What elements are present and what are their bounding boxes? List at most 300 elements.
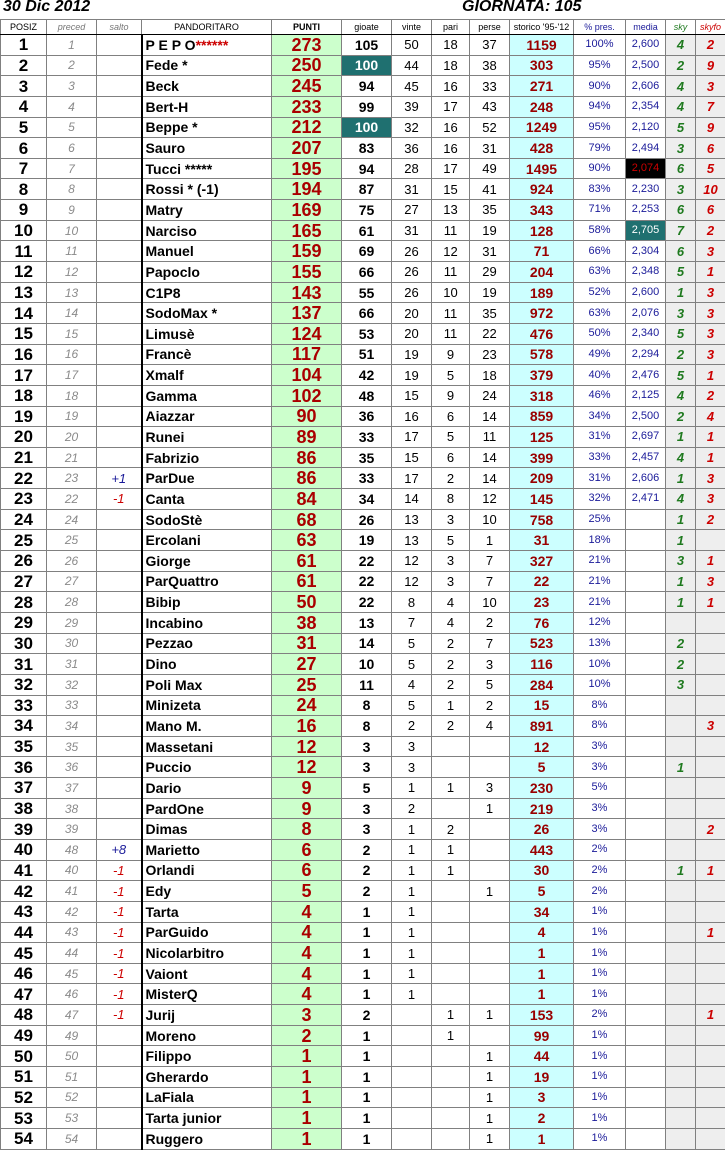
points-cell: 1 xyxy=(272,1087,342,1108)
player-name-cell xyxy=(142,1087,272,1108)
skyfo-cell: 6 xyxy=(696,138,725,159)
presence-cell: 13% xyxy=(574,633,626,654)
played-cell: 1 xyxy=(342,1128,392,1149)
draws-cell: 2 xyxy=(432,674,470,695)
average-cell xyxy=(626,1087,666,1108)
points-cell: 9 xyxy=(272,778,342,799)
presence-cell: 10% xyxy=(574,654,626,675)
skyfo-cell: 3 xyxy=(696,323,725,344)
sky-cell: 3 xyxy=(666,303,696,324)
wins-cell: 26 xyxy=(392,262,432,283)
storico-cell: 2 xyxy=(510,1108,574,1129)
points-cell: 159 xyxy=(272,241,342,262)
points-cell: 9 xyxy=(272,798,342,819)
points-cell: 27 xyxy=(272,654,342,675)
draws-cell xyxy=(432,881,470,902)
table-row xyxy=(1,1108,725,1129)
losses-cell: 10 xyxy=(470,509,510,530)
points-cell: 165 xyxy=(272,220,342,241)
storico-cell: 476 xyxy=(510,323,574,344)
player-name: Minizeta xyxy=(145,697,201,714)
presence-cell: 12% xyxy=(574,612,626,633)
skyfo-cell xyxy=(696,839,725,860)
average-cell xyxy=(626,881,666,902)
player-name-cell xyxy=(142,76,272,97)
player-name: C1P8 xyxy=(145,284,181,301)
skyfo-cell xyxy=(696,1087,725,1108)
sky-cell: 2 xyxy=(666,654,696,675)
salto-cell xyxy=(97,241,142,262)
wins-cell: 7 xyxy=(392,612,432,633)
preced-cell: 50 xyxy=(47,1046,97,1067)
sky-cell xyxy=(666,1128,696,1149)
average-cell xyxy=(626,612,666,633)
draws-cell: 3 xyxy=(432,551,470,572)
presence-cell: 2% xyxy=(574,860,626,881)
played-cell: 83 xyxy=(342,138,392,159)
points-cell: 207 xyxy=(272,138,342,159)
played-cell: 3 xyxy=(342,757,392,778)
sky-cell: 1 xyxy=(666,468,696,489)
average-cell xyxy=(626,922,666,943)
average-cell xyxy=(626,1067,666,1088)
draws-cell: 3 xyxy=(432,571,470,592)
storico-cell: 1495 xyxy=(510,158,574,179)
skyfo-cell: 2 xyxy=(696,509,725,530)
player-name: LaFiala xyxy=(145,1089,194,1106)
table-row xyxy=(1,984,725,1005)
draws-cell xyxy=(432,922,470,943)
wins-cell: 17 xyxy=(392,468,432,489)
losses-cell: 35 xyxy=(470,303,510,324)
sky-cell: 3 xyxy=(666,179,696,200)
salto-cell xyxy=(97,200,142,221)
average-cell: 2,705 xyxy=(626,220,666,241)
presence-cell: 90% xyxy=(574,76,626,97)
player-name: Incabino xyxy=(145,614,204,631)
wins-cell: 17 xyxy=(392,427,432,448)
average-cell xyxy=(626,819,666,840)
played-cell: 1 xyxy=(342,1067,392,1088)
preced-cell: 51 xyxy=(47,1067,97,1088)
storico-cell: 1 xyxy=(510,943,574,964)
points-cell: 61 xyxy=(272,571,342,592)
average-cell xyxy=(626,1005,666,1026)
draws-cell: 6 xyxy=(432,406,470,427)
player-name-cell xyxy=(142,963,272,984)
storico-cell: 343 xyxy=(510,200,574,221)
average-cell xyxy=(626,901,666,922)
position-cell: 30 xyxy=(1,633,47,654)
skyfo-cell: 3 xyxy=(696,571,725,592)
preced-cell: 11 xyxy=(47,241,97,262)
player-name: Xmalf xyxy=(145,367,184,384)
storico-cell: 758 xyxy=(510,509,574,530)
table-row xyxy=(1,1005,725,1026)
skyfo-cell: 3 xyxy=(696,303,725,324)
player-name-cell xyxy=(142,530,272,551)
draws-cell: 6 xyxy=(432,447,470,468)
skyfo-cell: 1 xyxy=(696,551,725,572)
points-cell: 12 xyxy=(272,757,342,778)
player-name: Bibip xyxy=(145,594,181,611)
points-cell: 4 xyxy=(272,943,342,964)
wins-cell: 5 xyxy=(392,654,432,675)
losses-cell: 49 xyxy=(470,158,510,179)
player-name-cell xyxy=(142,1108,272,1129)
wins-cell: 12 xyxy=(392,571,432,592)
played-cell: 22 xyxy=(342,571,392,592)
table-row xyxy=(1,943,725,964)
losses-cell xyxy=(470,922,510,943)
presence-cell: 3% xyxy=(574,736,626,757)
draws-cell: 16 xyxy=(432,117,470,138)
sky-cell: 5 xyxy=(666,262,696,283)
sky-cell xyxy=(666,1087,696,1108)
preced-cell: 20 xyxy=(47,427,97,448)
salto-cell: -1 xyxy=(97,963,142,984)
skyfo-cell: 3 xyxy=(696,241,725,262)
table-row xyxy=(1,798,725,819)
storico-cell: 972 xyxy=(510,303,574,324)
wins-cell: 44 xyxy=(392,55,432,76)
storico-cell: 443 xyxy=(510,839,574,860)
storico-cell: 189 xyxy=(510,282,574,303)
table-row xyxy=(1,530,725,551)
preced-cell: 43 xyxy=(47,922,97,943)
player-name-cell xyxy=(142,241,272,262)
skyfo-cell: 1 xyxy=(696,427,725,448)
player-name: Jurij xyxy=(145,1006,176,1023)
wins-cell xyxy=(392,1108,432,1129)
presence-cell: 1% xyxy=(574,901,626,922)
player-name-cell xyxy=(142,220,272,241)
salto-cell xyxy=(97,427,142,448)
skyfo-cell xyxy=(696,736,725,757)
points-cell: 6 xyxy=(272,860,342,881)
preced-cell: 1 xyxy=(47,35,97,56)
storico-cell: 19 xyxy=(510,1067,574,1088)
player-name-cell xyxy=(142,1046,272,1067)
col-punti: PUNTI xyxy=(272,20,342,35)
sky-cell: 1 xyxy=(666,571,696,592)
sky-cell: 1 xyxy=(666,860,696,881)
points-cell: 250 xyxy=(272,55,342,76)
points-cell: 124 xyxy=(272,323,342,344)
position-cell: 39 xyxy=(1,819,47,840)
sky-cell: 5 xyxy=(666,117,696,138)
losses-cell xyxy=(470,963,510,984)
table-row xyxy=(1,716,725,737)
sky-cell: 5 xyxy=(666,323,696,344)
player-name: Beck xyxy=(145,78,179,95)
table-row xyxy=(1,1046,725,1067)
position-cell: 36 xyxy=(1,757,47,778)
played-cell: 1 xyxy=(342,963,392,984)
position-cell: 43 xyxy=(1,901,47,922)
draws-cell: 9 xyxy=(432,385,470,406)
average-cell: 2,120 xyxy=(626,117,666,138)
draws-cell xyxy=(432,757,470,778)
player-name: Moreno xyxy=(145,1027,197,1044)
player-name: Giorge xyxy=(145,552,191,569)
table-row xyxy=(1,489,725,510)
played-cell: 53 xyxy=(342,323,392,344)
player-name-cell xyxy=(142,633,272,654)
points-cell: 25 xyxy=(272,674,342,695)
player-name-cell xyxy=(142,901,272,922)
player-name: Beppe * xyxy=(145,119,198,136)
points-cell: 194 xyxy=(272,179,342,200)
player-name-cell xyxy=(142,303,272,324)
sky-cell xyxy=(666,943,696,964)
wins-cell: 14 xyxy=(392,489,432,510)
draws-cell: 9 xyxy=(432,344,470,365)
played-cell: 2 xyxy=(342,1005,392,1026)
player-name-cell xyxy=(142,179,272,200)
table-row xyxy=(1,138,725,159)
salto-cell xyxy=(97,695,142,716)
position-cell: 42 xyxy=(1,881,47,902)
skyfo-cell: 3 xyxy=(696,344,725,365)
salto-cell xyxy=(97,55,142,76)
position-cell: 20 xyxy=(1,427,47,448)
preced-cell: 26 xyxy=(47,551,97,572)
sky-cell: 4 xyxy=(666,96,696,117)
storico-cell: 4 xyxy=(510,922,574,943)
wins-cell: 26 xyxy=(392,282,432,303)
losses-cell xyxy=(470,860,510,881)
player-name: Fabrizio xyxy=(145,449,200,466)
average-cell: 2,348 xyxy=(626,262,666,283)
played-cell: 11 xyxy=(342,674,392,695)
presence-cell: 8% xyxy=(574,695,626,716)
player-name-cell xyxy=(142,427,272,448)
average-cell: 2,125 xyxy=(626,385,666,406)
losses-cell: 24 xyxy=(470,385,510,406)
player-name: Gamma xyxy=(145,387,197,404)
table-row xyxy=(1,839,725,860)
presence-cell: 8% xyxy=(574,716,626,737)
salto-cell xyxy=(97,778,142,799)
presence-cell: 1% xyxy=(574,963,626,984)
average-cell: 2,354 xyxy=(626,96,666,117)
skyfo-cell: 9 xyxy=(696,117,725,138)
presence-cell: 33% xyxy=(574,447,626,468)
table-row xyxy=(1,963,725,984)
sky-cell: 1 xyxy=(666,282,696,303)
col-media: media xyxy=(626,20,666,35)
player-name: MisterQ xyxy=(145,986,198,1003)
salto-cell xyxy=(97,179,142,200)
table-row xyxy=(1,447,725,468)
position-cell: 45 xyxy=(1,943,47,964)
player-name: Runei xyxy=(145,428,185,445)
sky-cell xyxy=(666,922,696,943)
storico-cell: 1159 xyxy=(510,35,574,56)
storico-cell: 578 xyxy=(510,344,574,365)
storico-cell: 22 xyxy=(510,571,574,592)
preced-cell: 44 xyxy=(47,943,97,964)
points-cell: 4 xyxy=(272,963,342,984)
skyfo-cell: 7 xyxy=(696,96,725,117)
losses-cell: 29 xyxy=(470,262,510,283)
draws-cell: 1 xyxy=(432,1005,470,1026)
player-name-cell xyxy=(142,943,272,964)
player-name-cell xyxy=(142,385,272,406)
storico-cell: 145 xyxy=(510,489,574,510)
salto-cell xyxy=(97,76,142,97)
played-cell: 3 xyxy=(342,798,392,819)
position-cell: 16 xyxy=(1,344,47,365)
average-cell xyxy=(626,943,666,964)
presence-cell: 18% xyxy=(574,530,626,551)
points-cell: 86 xyxy=(272,447,342,468)
average-cell xyxy=(626,860,666,881)
storico-cell: 15 xyxy=(510,695,574,716)
salto-cell: -1 xyxy=(97,1005,142,1026)
position-cell: 28 xyxy=(1,592,47,613)
points-cell: 143 xyxy=(272,282,342,303)
player-name-cell xyxy=(142,489,272,510)
player-name: Mano M. xyxy=(145,717,202,734)
played-cell: 55 xyxy=(342,282,392,303)
wins-cell: 2 xyxy=(392,798,432,819)
salto-cell xyxy=(97,220,142,241)
played-cell: 34 xyxy=(342,489,392,510)
draws-cell xyxy=(432,1046,470,1067)
position-cell: 27 xyxy=(1,571,47,592)
table-row xyxy=(1,385,725,406)
salto-cell xyxy=(97,385,142,406)
average-cell xyxy=(626,654,666,675)
draws-cell: 5 xyxy=(432,365,470,386)
presence-cell: 71% xyxy=(574,200,626,221)
average-cell: 2,074 xyxy=(626,158,666,179)
losses-cell xyxy=(470,839,510,860)
position-cell: 41 xyxy=(1,860,47,881)
standings-body xyxy=(1,35,725,1150)
average-cell xyxy=(626,592,666,613)
losses-cell xyxy=(470,757,510,778)
draws-cell: 17 xyxy=(432,158,470,179)
sky-cell: 5 xyxy=(666,365,696,386)
player-name-cell xyxy=(142,757,272,778)
skyfo-cell xyxy=(696,901,725,922)
table-row xyxy=(1,1128,725,1149)
col-skyfo: skyfo xyxy=(696,20,725,35)
wins-cell: 39 xyxy=(392,96,432,117)
position-cell: 44 xyxy=(1,922,47,943)
average-cell xyxy=(626,736,666,757)
player-name-cell xyxy=(142,1067,272,1088)
player-name-cell xyxy=(142,881,272,902)
preced-cell: 31 xyxy=(47,654,97,675)
wins-cell: 20 xyxy=(392,323,432,344)
losses-cell: 19 xyxy=(470,220,510,241)
storico-cell: 428 xyxy=(510,138,574,159)
player-name: Massetani xyxy=(145,738,214,755)
draws-cell xyxy=(432,798,470,819)
skyfo-cell: 1 xyxy=(696,860,725,881)
presence-cell: 58% xyxy=(574,220,626,241)
position-cell: 48 xyxy=(1,1005,47,1026)
salto-cell xyxy=(97,1128,142,1149)
losses-cell xyxy=(470,1025,510,1046)
sky-cell: 3 xyxy=(666,674,696,695)
average-cell: 2,606 xyxy=(626,76,666,97)
preced-cell: 2 xyxy=(47,55,97,76)
storico-cell: 284 xyxy=(510,674,574,695)
position-cell: 17 xyxy=(1,365,47,386)
storico-cell: 125 xyxy=(510,427,574,448)
salto-cell xyxy=(97,716,142,737)
salto-cell xyxy=(97,303,142,324)
points-cell: 38 xyxy=(272,612,342,633)
presence-cell: 63% xyxy=(574,262,626,283)
preced-cell: 49 xyxy=(47,1025,97,1046)
player-name: Ruggero xyxy=(145,1130,204,1147)
giornata-title: GIORNATA: 105 xyxy=(462,0,582,15)
storico-cell: 204 xyxy=(510,262,574,283)
wins-cell: 1 xyxy=(392,778,432,799)
salto-cell xyxy=(97,1025,142,1046)
average-cell: 2,500 xyxy=(626,55,666,76)
average-cell: 2,606 xyxy=(626,468,666,489)
sky-cell: 6 xyxy=(666,241,696,262)
wins-cell: 27 xyxy=(392,200,432,221)
salto-cell: -1 xyxy=(97,881,142,902)
losses-cell: 11 xyxy=(470,427,510,448)
presence-cell: 1% xyxy=(574,1128,626,1149)
player-name: Gherardo xyxy=(145,1068,209,1085)
player-name-cell xyxy=(142,365,272,386)
position-cell: 37 xyxy=(1,778,47,799)
losses-cell: 2 xyxy=(470,612,510,633)
player-name: Nicolarbitro xyxy=(145,945,225,961)
losses-cell: 1 xyxy=(470,798,510,819)
player-name: Aiazzar xyxy=(145,408,195,425)
losses-cell: 43 xyxy=(470,96,510,117)
table-row xyxy=(1,1067,725,1088)
storico-cell: 523 xyxy=(510,633,574,654)
player-name-cell xyxy=(142,468,272,489)
wins-cell: 50 xyxy=(392,35,432,56)
preced-cell: 40 xyxy=(47,860,97,881)
table-row xyxy=(1,241,725,262)
presence-cell: 1% xyxy=(574,1046,626,1067)
losses-cell: 33 xyxy=(470,76,510,97)
position-cell: 50 xyxy=(1,1046,47,1067)
losses-cell: 5 xyxy=(470,674,510,695)
wins-cell: 31 xyxy=(392,179,432,200)
wins-cell: 26 xyxy=(392,241,432,262)
presence-cell: 40% xyxy=(574,365,626,386)
points-cell: 212 xyxy=(272,117,342,138)
salto-cell xyxy=(97,1087,142,1108)
player-name-cell xyxy=(142,984,272,1005)
player-name: Limusè xyxy=(145,325,195,342)
played-cell: 36 xyxy=(342,406,392,427)
storico-cell: 399 xyxy=(510,447,574,468)
storico-cell: 34 xyxy=(510,901,574,922)
skyfo-cell xyxy=(696,943,725,964)
draws-cell: 17 xyxy=(432,96,470,117)
wins-cell: 45 xyxy=(392,76,432,97)
played-cell: 66 xyxy=(342,303,392,324)
position-cell: 22 xyxy=(1,468,47,489)
presence-cell: 63% xyxy=(574,303,626,324)
